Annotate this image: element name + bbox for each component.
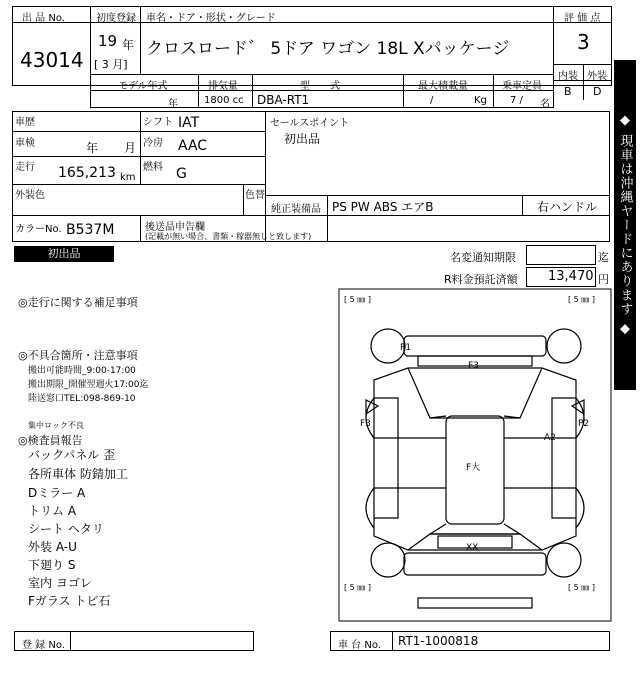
central-lock-note: 集中ロック不良 [28,421,84,430]
yard-notice-text: ◆ 現車は沖縄ヤードにあります ◆ [617,112,633,338]
chassis-no: RT1-1000818 [398,634,479,648]
first-reg-year: 19 [98,32,118,50]
defect-line-1: 搬出可能時間_9:00-17:00 [28,366,136,376]
inspector-line-6: 外装 A-U [28,540,77,554]
damage-code-roof: F大 [466,463,481,473]
fuel-label: 燃料 [143,162,163,173]
recycle-value: 13,470 [548,269,594,284]
inspector-line-5: シート ヘタリ [28,522,104,536]
sales-point: 初出品 [284,132,321,146]
inspector-line-2: 各所車体 防錆加工 [28,467,128,481]
lot-no: 43014 [20,48,84,72]
damage-code-p1: P1 [400,343,412,353]
defect-title: ◎不具合箇所・注意事項 [18,349,138,362]
equipment: PS PW ABS エアB [332,200,434,214]
damage-code-a2: A2 [544,433,556,443]
type: DBA-RT1 [257,93,310,107]
tire-depth-tl: [ 5 ㎜ ] [344,295,371,304]
inspector-line-3: Dミラー A [28,486,86,500]
first-listing-badge-text: 初出品 [47,247,81,260]
recycle-unit: 円 [598,273,609,286]
max-load-sep: / [430,95,434,106]
chassis-label: 車 台 No. [338,640,381,651]
capacity-label: 乗車定員 [502,81,542,92]
max-load-unit: Kg [474,95,487,106]
inspector-line-9: Fガラス トビ石 [28,594,111,608]
shift-label: シフト [143,117,173,128]
max-load-label: 最大積載量 [418,81,468,92]
model-year-unit: 年 [168,99,178,110]
mileage-unit: km [120,172,136,183]
inspector-line-8: 室内 ヨゴレ [28,576,92,590]
transfer-box [526,245,596,265]
year-unit: 年 [122,38,135,52]
damage-code-f3-left: F3 [360,419,371,429]
score: 3 [577,30,590,54]
exterior-color-label: 外装色 [15,190,45,201]
fuel: G [176,166,187,182]
capacity-unit: 名 [540,99,550,110]
inspection-year: 年 [86,141,99,155]
first-reg-label: 初度登録 [96,13,136,24]
equipment-label: 純正装備品 [271,204,321,215]
color-no: B537M [66,222,115,238]
first-reg-month: [ 3 月] [94,58,128,71]
transfer-label: 名変通知期限 [450,251,516,264]
inspector-line-1: バックパネル 歪 [28,448,116,462]
tire-depth-bl: [ 5 ㎜ ] [344,583,371,592]
history-label: 車歴 [15,117,35,128]
color-change-label: 色替 [245,190,265,201]
recycle-label: R料金預託済額 [444,273,518,286]
yard-notice-banner [614,60,636,390]
car-name: クロスロード゛ 5ドア ワゴン 18L Xパッケージ [146,39,510,59]
interior-label: 内装 [558,71,578,82]
type-label: 型 式 [300,81,340,92]
capacity: 7 / [510,95,523,106]
shift: IAT [178,115,200,131]
tire-depth-br: [ 5 ㎜ ] [568,583,595,592]
car-name-label: 車名・ドア・形状・グレード [146,13,276,24]
driving-title: ◎走行に関する補足事項 [18,296,138,309]
after-market-label: 後送品申告欄 [145,222,205,233]
exterior-grade: D [593,85,602,98]
car-damage-diagram [338,288,612,622]
steering: 右ハンドル [537,200,598,214]
displacement: 1800 cc [204,95,244,106]
inspector-line-4: トリム A [28,504,77,518]
damage-code-p2: P2 [578,419,590,429]
damage-code-rear: XX [466,543,479,553]
first-listing-badge [14,246,114,262]
interior-grade: B [564,85,572,98]
ac: AAC [178,138,208,154]
color-no-label: カラーNo. [15,224,62,235]
after-market-note: (記載が無い場合、書類・稼器無しと致します) [145,232,312,241]
ac-label: 冷房 [143,138,163,149]
reg-no-label: 登 録 No. [22,640,65,651]
inspection-label: 車検 [15,138,35,149]
transfer-unit: 迄 [598,251,609,264]
displacement-label: 排気量 [208,81,238,92]
mileage-label: 走行 [15,162,35,173]
score-label: 評 価 点 [564,13,601,24]
lot-no-label: 出 品 No. [22,13,65,24]
model-year-label: モデル年式 [118,81,168,92]
tire-depth-tr: [ 5 ㎜ ] [568,295,595,304]
sales-point-label: セールスポイント [270,118,350,129]
inspection-month: 月 [124,141,137,155]
defect-line-3: 陸送窓口TEL:098-869-10 [28,394,136,404]
damage-code-f3-hood: F3 [468,361,479,371]
inspector-line-7: 下廻り S [28,558,76,572]
inspector-title: ◎検査員報告 [18,434,83,447]
defect-line-2: 搬出期限_開催翌週火17:00迄 [28,380,149,390]
mileage: 165,213 [58,165,116,181]
exterior-label: 外装 [587,71,607,82]
